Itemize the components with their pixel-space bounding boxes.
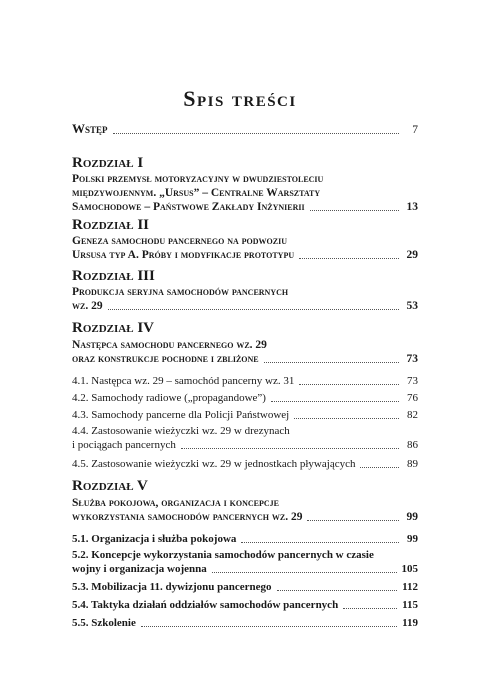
entry-line: wojny i organizacja wojenna (72, 563, 207, 575)
entry-line: wz. 29 (72, 300, 103, 312)
entry-line: międzywojennym. „Ursus” – Centralne Warsztaty (72, 187, 321, 199)
entry-line: 5.2. Koncepcje wykorzystania samochodów pancernych w czasie (72, 549, 374, 561)
leader-dots (212, 571, 397, 573)
entry-label: 4.5. Zastosowanie wieżyczki wz. 29 w jednostkach pływających (72, 458, 356, 470)
toc-entry-4-2[interactable] (72, 391, 418, 405)
toc-entry-4-5[interactable] (72, 457, 418, 471)
leader-dots (113, 132, 399, 134)
entry-label: 4.3. Samochody pancerne dla Policji Państwowej (72, 409, 290, 421)
toc-entry-r1[interactable] (72, 172, 418, 214)
entry-line: wykorzystania samochodów pancernych wz. 29 (72, 511, 303, 523)
leader-dots (271, 400, 399, 402)
entry-line: Samochodowe – Państwowe Zakłady Inżynierii (72, 201, 305, 213)
entry-label: 5.5. Szkolenie (72, 617, 136, 629)
chapter-heading: Rozdział IV (72, 320, 154, 336)
page-number: 89 (407, 458, 418, 470)
entry-label: 5.4. Taktyka działań oddziałów samochodów pancernych (72, 599, 339, 611)
page-number: 112 (402, 581, 418, 593)
entry-label: 5.1. Organizacja i służba pokojowa (72, 533, 237, 545)
toc-entry-4-3[interactable] (72, 408, 418, 422)
entry-line: Geneza samochodu pancernego na podwoziu (72, 235, 287, 247)
leader-dots (299, 257, 399, 259)
leader-dots (141, 625, 397, 627)
leader-dots (241, 541, 399, 543)
entry-line: Służba pokojowa, organizacja i koncepcje (72, 497, 280, 509)
entry-label: 5.3. Mobilizacja 11. dywizjonu pancernego (72, 581, 272, 593)
leader-dots (360, 466, 399, 468)
chapter-heading: Rozdział V (72, 478, 148, 494)
toc-entry-5-1[interactable] (72, 532, 418, 546)
toc-entry-5-4[interactable] (72, 598, 418, 612)
toc-entry-r4[interactable] (72, 338, 418, 366)
page-number: 29 (406, 249, 418, 261)
entry-line: Ursusa typ A. Próby i modyfikacje prototypu (72, 249, 295, 261)
entry-label: 4.1. Następca wz. 29 – samochód pancerny wz. 31 (72, 375, 295, 387)
chapter-heading: Rozdział III (72, 268, 155, 284)
entry-line: i pociągach pancernych (72, 439, 176, 451)
page-title: Spis treści (183, 86, 297, 111)
page-number: 119 (402, 617, 418, 629)
toc-entry-r3[interactable] (72, 285, 418, 313)
entry-label: 4.2. Samochody radiowe („propagandowe”) (72, 392, 266, 404)
page-number: 76 (407, 392, 418, 404)
leader-dots (307, 519, 399, 521)
leader-dots (310, 209, 399, 211)
entry-line: Polski przemysł motoryzacyjny w dwudziestoleciu (72, 173, 324, 185)
entry-line: 4.4. Zastosowanie wieżyczki wz. 29 w drezynach (72, 425, 290, 437)
toc-entry-5-3[interactable] (72, 580, 418, 594)
entry-line: Produkcja seryjna samochodów pancernych (72, 286, 289, 298)
page-number: 7 (412, 124, 418, 136)
leader-dots (181, 447, 399, 449)
leader-dots (108, 308, 399, 310)
page-number: 73 (407, 375, 418, 387)
leader-dots (264, 361, 399, 363)
page-number: 86 (407, 439, 418, 451)
page-number: 13 (406, 201, 418, 213)
leader-dots (343, 607, 397, 609)
page-number: 105 (401, 563, 418, 575)
entry-label: Wstęp (72, 121, 108, 136)
page-number: 53 (406, 300, 418, 312)
leader-dots (299, 383, 399, 385)
page-number: 73 (406, 353, 418, 365)
toc-entry-5-2[interactable] (72, 548, 418, 576)
chapter-heading: Rozdział I (72, 155, 144, 171)
toc-entry-wstep[interactable] (72, 122, 418, 137)
page-number: 99 (407, 533, 418, 545)
chapter-heading: Rozdział II (72, 217, 149, 233)
leader-dots (294, 417, 399, 419)
page-number: 82 (407, 409, 418, 421)
toc-entry-5-5[interactable] (72, 616, 418, 630)
entry-line: oraz konstrukcje pochodne i zbliżone (72, 353, 259, 365)
page-number: 99 (406, 511, 418, 523)
page-number: 115 (402, 599, 418, 611)
toc-entry-4-1[interactable] (72, 374, 418, 388)
toc-entry-r2[interactable] (72, 234, 418, 262)
toc-entry-4-4[interactable] (72, 424, 418, 452)
entry-line: Następca samochodu pancernego wz. 29 (72, 339, 267, 351)
toc-entry-r5[interactable] (72, 496, 418, 524)
leader-dots (277, 589, 398, 591)
